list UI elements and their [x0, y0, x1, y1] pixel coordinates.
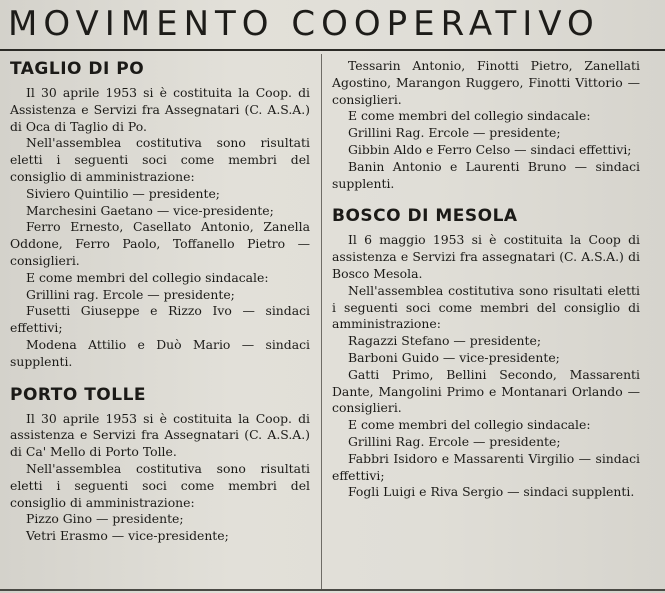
syndic-president-line: Grillini Rag. Ercole — presidente; [348, 433, 561, 449]
syndic-effective-paragraph: Gibbin Aldo e Ferro Celso — sindaci effettivi; [348, 141, 632, 157]
assembly-paragraph: Nell'assemblea costitutiva sono risultati eletti i seguenti soci come membri del consiglio di amministrazione: [332, 282, 640, 332]
president-line: Ragazzi Stefano — presidente; [348, 333, 541, 349]
section-taglio-di-po [10, 58, 310, 371]
vice-president-line: Vetri Erasmo — vice-presidente; [26, 528, 229, 544]
section-title: TAGLIO DI PO [10, 59, 145, 79]
syndic-intro-line: E come membri del collegio sindacale: [348, 417, 591, 433]
section-bosco-di-mesola [332, 205, 640, 501]
intro-paragraph: Il 30 aprile 1953 si è costituita la Coop. di Assistenza e Servizi fra Assegnatari (C. A.S.A.) di Oca di Taglio di Po. [10, 85, 310, 134]
councillors-paragraph: Ferro Ernesto, Casellato Antonio, Zanella Oddone, Ferro Paolo, Toffanello Pietro — consiglieri. [10, 219, 310, 268]
bottom-rule [0, 589, 665, 591]
syndic-intro-line: E come membri del collegio sindacale: [348, 108, 591, 124]
page-header-title: MOVIMENTO COOPERATIVO [8, 4, 600, 44]
intro-paragraph: Il 6 maggio 1953 si è costituita la Coop di assistenza e Servizi fra assegnatari (C. A.S.A.) di Bosco Mesola. [332, 232, 640, 281]
president-line: Pizzo Gino — presidente; [26, 511, 184, 527]
intro-paragraph: Il 30 aprile 1953 si è costituita la Coop. di assistenza e Servizi fra Assegnatari (C. A.S.A.) di Ca' Mello di Porto Tolle. [10, 410, 310, 460]
header-rule [0, 49, 665, 51]
section-title: BOSCO DI MESOLA [332, 206, 518, 227]
right-column [332, 58, 640, 501]
councillors-paragraph: Gatti Primo, Bellini Secondo, Massarenti Dante, Mangolini Primo e Montanari Orlando — consiglieri. [332, 366, 640, 416]
section-porto-tolle [10, 384, 310, 545]
syndic-president-line: Grillini rag. Ercole — presidente; [26, 286, 235, 302]
syndic-substitute-paragraph: Modena Attilio e Duò Mario — sindaci supplenti. [10, 336, 310, 369]
syndic-substitute-paragraph: Fogli Luigi e Riva Sergio — sindaci supplenti. [348, 484, 635, 500]
assembly-paragraph: Nell'assemblea costitutiva sono risultati eletti i seguenti soci come membri del consiglio di amministrazione: [10, 135, 310, 184]
syndic-effective-paragraph: Fusetti Giuseppe e Rizzo Ivo — sindaci effettivi; [10, 303, 310, 336]
vice-president-line: Barboni Guido — vice-presidente; [348, 349, 560, 365]
councillors-paragraph: Tessarin Antonio, Finotti Pietro, Zanellati Agostino, Marangon Ruggero, Finotti Vittorio — consiglieri. [332, 58, 640, 107]
column-divider [321, 54, 322, 589]
syndic-intro-line: E come membri del collegio sindacale: [26, 269, 269, 285]
assembly-paragraph: Nell'assemblea costitutiva sono risultati eletti i seguenti soci come membri del consiglio di amministrazione: [10, 460, 310, 510]
left-column [10, 58, 310, 545]
president-line: Siviero Quintilio — presidente; [26, 185, 220, 201]
syndic-substitute-paragraph: Banin Antonio e Laurenti Bruno — sindaci supplenti. [332, 158, 640, 191]
section-porto-tolle-continued [332, 58, 640, 192]
syndic-president-line: Grillini Rag. Ercole — presidente; [348, 125, 561, 141]
syndic-effective-paragraph: Fabbri Isidoro e Massarenti Virgilio — sindaci effettivi; [332, 450, 640, 483]
section-title: PORTO TOLLE [10, 384, 147, 405]
vice-president-line: Marchesini Gaetano — vice-presidente; [26, 202, 274, 218]
